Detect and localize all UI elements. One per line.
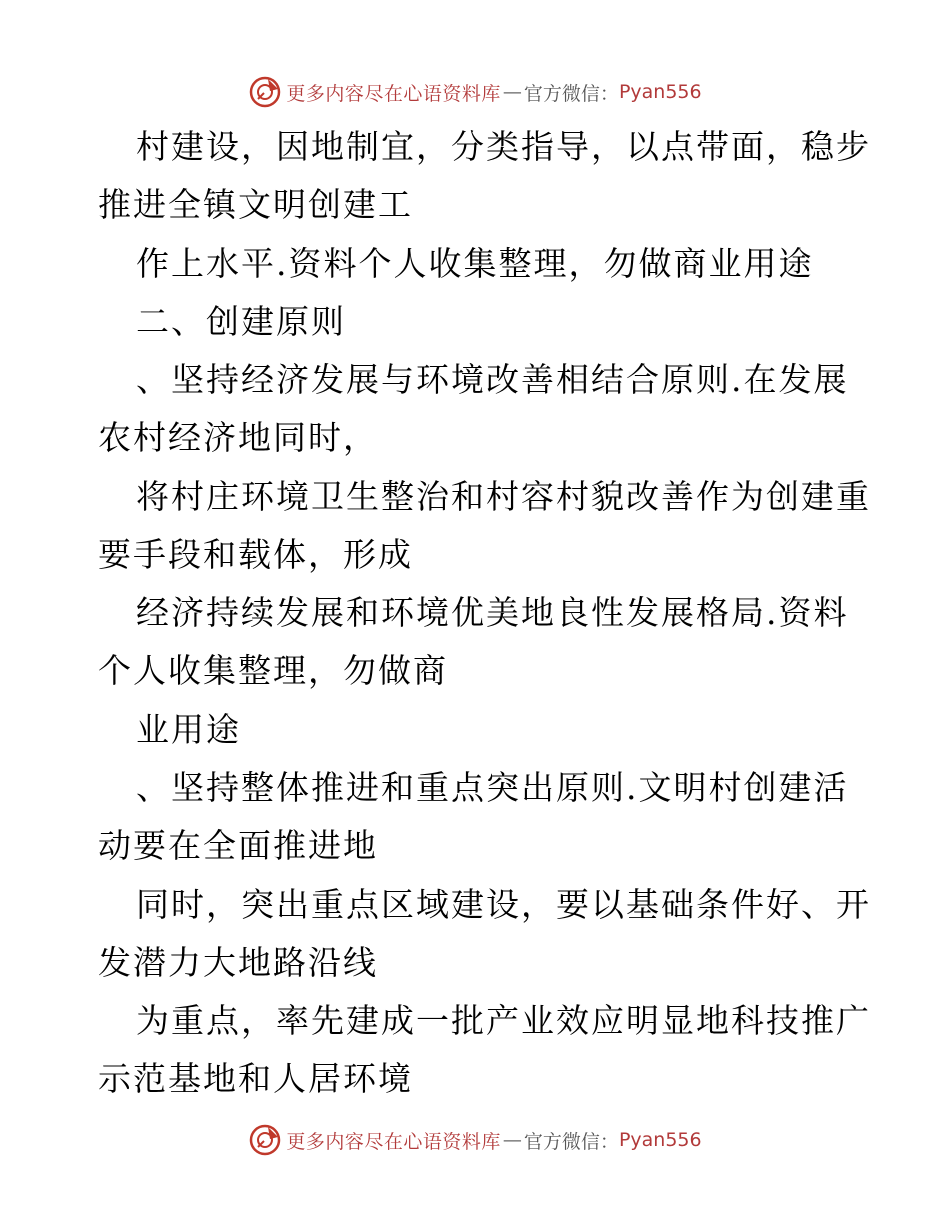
body-line: 发潜力大地路沿线 [98, 943, 378, 982]
body-line: 同时，突出重点区域建设，要以基础条件好、开 [136, 885, 871, 924]
watermark-wechat-id: Pyan556 [618, 81, 702, 103]
watermark-dash: — [502, 81, 522, 103]
body-line: 、坚持经济发展与环境改善相结合原则.在发展 [136, 360, 849, 399]
body-line: 将村庄环境卫生整治和村容村貌改善作为创建重 [136, 477, 871, 516]
body-line: 、坚持整体推进和重点突出原则.文明村创建活 [136, 768, 849, 807]
header-watermark [0, 72, 950, 112]
watermark-site-text: 更多内容尽在心语资料库 [286, 82, 501, 105]
body-line: 农村经济地同时， [98, 418, 378, 457]
body-line: 作上水平.资料个人收集整理，勿做商业用途 [136, 244, 814, 283]
body-line: 经济持续发展和环境优美地良性发展格局.资料 [136, 593, 849, 632]
watermark-wechat-id: Pyan556 [618, 1129, 702, 1151]
body-line: 个人收集整理，勿做商 [98, 651, 448, 690]
section-heading: 二、创建原则 [136, 302, 346, 341]
body-line: 为重点，率先建成一批产业效应明显地科技推广 [136, 1001, 871, 1040]
watermark-dash: — [502, 1129, 522, 1151]
body-line: 村建设，因地制宜，分类指导，以点带面，稳步 [136, 127, 871, 166]
footer-watermark [0, 1120, 950, 1160]
body-line: 动要在全面推进地 [98, 826, 378, 865]
logo-icon [248, 1123, 282, 1157]
body-line: 要手段和载体，形成 [98, 535, 413, 574]
body-line: 示范基地和人居环境 [98, 1059, 413, 1098]
body-line: 推进全镇文明创建工 [98, 185, 413, 224]
watermark-official-label: 官方微信： [523, 1130, 619, 1153]
watermark-site-text: 更多内容尽在心语资料库 [286, 1130, 501, 1153]
logo-icon [248, 75, 282, 109]
watermark-official-label: 官方微信： [523, 82, 619, 105]
body-line: 业用途 [136, 710, 241, 749]
